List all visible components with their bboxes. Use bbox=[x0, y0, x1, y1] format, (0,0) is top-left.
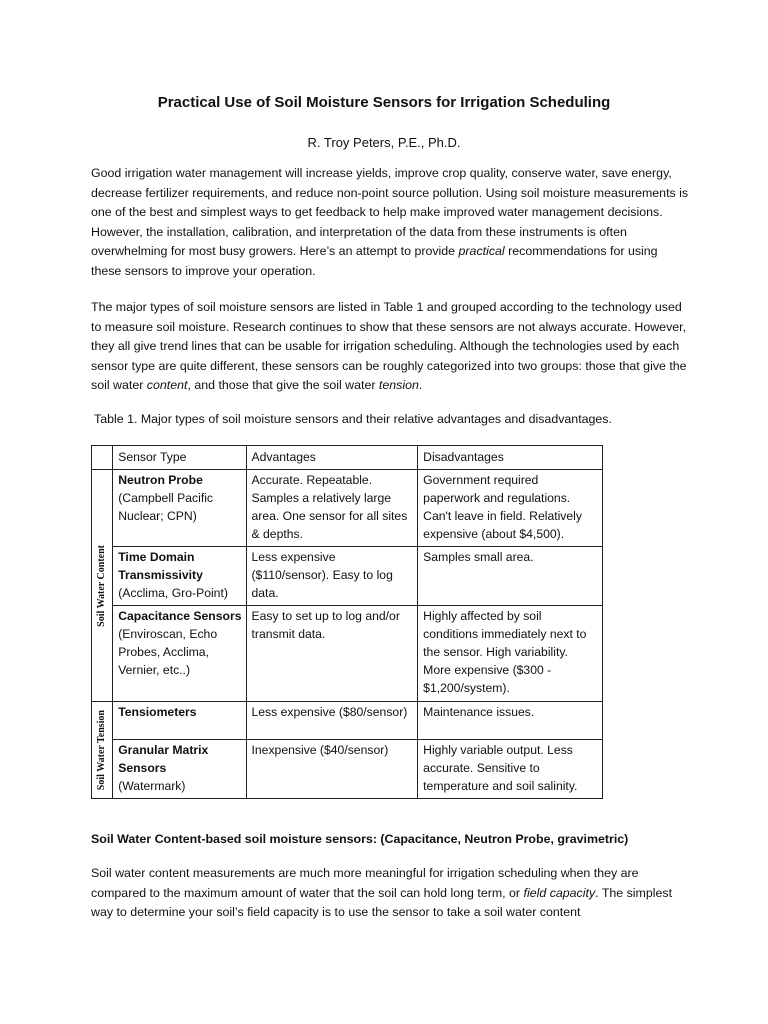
table-row bbox=[92, 740, 603, 799]
sensor-types-paragraph bbox=[91, 298, 691, 396]
sensor-name: Granular Matrix Sensors bbox=[118, 743, 209, 775]
sensor-name: Tensiometers bbox=[118, 705, 197, 719]
sensor-type-cell bbox=[113, 606, 246, 702]
group-label-content: Soil Water Content bbox=[96, 544, 108, 627]
table-header-blank bbox=[92, 446, 113, 470]
intro-paragraph bbox=[91, 164, 691, 281]
advantages-cell: Less expensive ($110/sensor). Easy to log data. bbox=[246, 547, 418, 606]
header-disadvantages: Disadvantages bbox=[418, 446, 603, 470]
header-sensor-type: Sensor Type bbox=[113, 446, 246, 470]
advantages-cell: Less expensive ($80/sensor) bbox=[246, 702, 418, 740]
group-label-tension: Soil Water Tension bbox=[96, 709, 108, 791]
sensor-name: Time Domain Transmissivity bbox=[118, 550, 203, 582]
header-advantages: Advantages bbox=[246, 446, 418, 470]
intro-text-b: recommendations for using these sensors to improve your operation. bbox=[91, 244, 658, 278]
disadvantages-cell: Highly affected by soil conditions immediately next to the sensor. High variability. More expensive ($300 - $1,200/system). bbox=[418, 606, 603, 702]
table-row bbox=[92, 606, 603, 702]
group-label-tension-cell bbox=[92, 702, 113, 799]
sensor-type-cell bbox=[113, 547, 246, 606]
types-emphasis-tension: tension bbox=[378, 378, 419, 392]
table-row bbox=[92, 702, 603, 740]
types-emphasis-content: content bbox=[146, 378, 188, 392]
types-text-c: . bbox=[418, 378, 423, 392]
intro-emphasis: practical bbox=[458, 244, 505, 258]
sensor-detail: (Acclima, Gro-Point) bbox=[118, 586, 228, 600]
sensor-name: Neutron Probe bbox=[118, 473, 203, 487]
sensor-detail: (Campbell Pacific Nuclear; CPN) bbox=[118, 491, 214, 523]
sensor-type-cell bbox=[113, 702, 246, 740]
types-text-a: The major types of soil moisture sensors are listed in Table 1 and grouped according to the technology used to measure soil moisture. Research continues to show that these sensors are not always accurate. However, they all give trend lines that can be usable for irrigation scheduling. Although the technologies used by each sensor type are quite different, these sensors can be roughly categorized into two groups: those that give the soil water bbox=[91, 300, 687, 392]
document-title: Practical Use of Soil Moisture Sensors for Irrigation Scheduling bbox=[157, 94, 611, 111]
types-text-b: , and those that give the soil water bbox=[187, 378, 379, 392]
sensor-type-cell bbox=[113, 470, 246, 547]
table-row bbox=[92, 547, 603, 606]
author-line: R. Troy Peters, P.E., Ph.D. bbox=[307, 135, 461, 150]
disadvantages-cell: Government required paperwork and regulations. Can't leave in field. Relatively expensive (about $4,500). bbox=[418, 470, 603, 547]
table-caption: Table 1. Major types of soil moisture sensors and their relative advantages and disadvantages. bbox=[94, 412, 612, 426]
section-text-b: . The simplest way to determine your soil’s field capacity is to use the sensor to take a soil water content bbox=[91, 885, 673, 919]
sensor-detail: (Enviroscan, Echo Probes, Acclima, Vernier, etc..) bbox=[118, 627, 218, 677]
disadvantages-cell: Highly variable output. Less accurate. Sensitive to temperature and soil salinity. bbox=[418, 740, 603, 799]
section-text-a: Soil water content measurements are much more meaningful for irrigation scheduling when they are compared to the maximum amount of water that the soil can hold long term, or bbox=[91, 866, 639, 900]
section-emphasis: field capacity bbox=[523, 885, 596, 900]
sensor-type-cell bbox=[113, 740, 246, 799]
group-label-content-cell bbox=[92, 470, 113, 702]
sensor-comparison-table bbox=[91, 445, 603, 799]
advantages-cell: Inexpensive ($40/sensor) bbox=[246, 740, 418, 799]
sensor-detail: (Watermark) bbox=[118, 779, 186, 793]
section-heading: Soil Water Content-based soil moisture sensors: (Capacitance, Neutron Probe, gravimetric) bbox=[91, 832, 629, 846]
table-header-row bbox=[92, 446, 603, 470]
disadvantages-cell: Maintenance issues. bbox=[418, 702, 603, 740]
intro-text-a: Good irrigation water management will increase yields, improve crop quality, conserve water, save energy, decrease fertilizer requirements, and reduce non-point source pollution. Using soil moisture measurements is one of the best and simplest ways to get feedback to help make improved water management decisions. However, the installation, calibration, and interpretation of the data from these instruments is often overwhelming for most busy growers. Here’s an attempt to provide bbox=[91, 166, 689, 258]
sensor-name: Capacitance Sensors bbox=[118, 609, 242, 623]
advantages-cell: Easy to set up to log and/or transmit data. bbox=[246, 606, 418, 702]
section-paragraph bbox=[91, 864, 691, 923]
table-row bbox=[92, 470, 603, 547]
advantages-cell: Accurate. Repeatable. Samples a relatively large area. One sensor for all sites & depths. bbox=[246, 470, 418, 547]
disadvantages-cell: Samples small area. bbox=[418, 547, 603, 606]
